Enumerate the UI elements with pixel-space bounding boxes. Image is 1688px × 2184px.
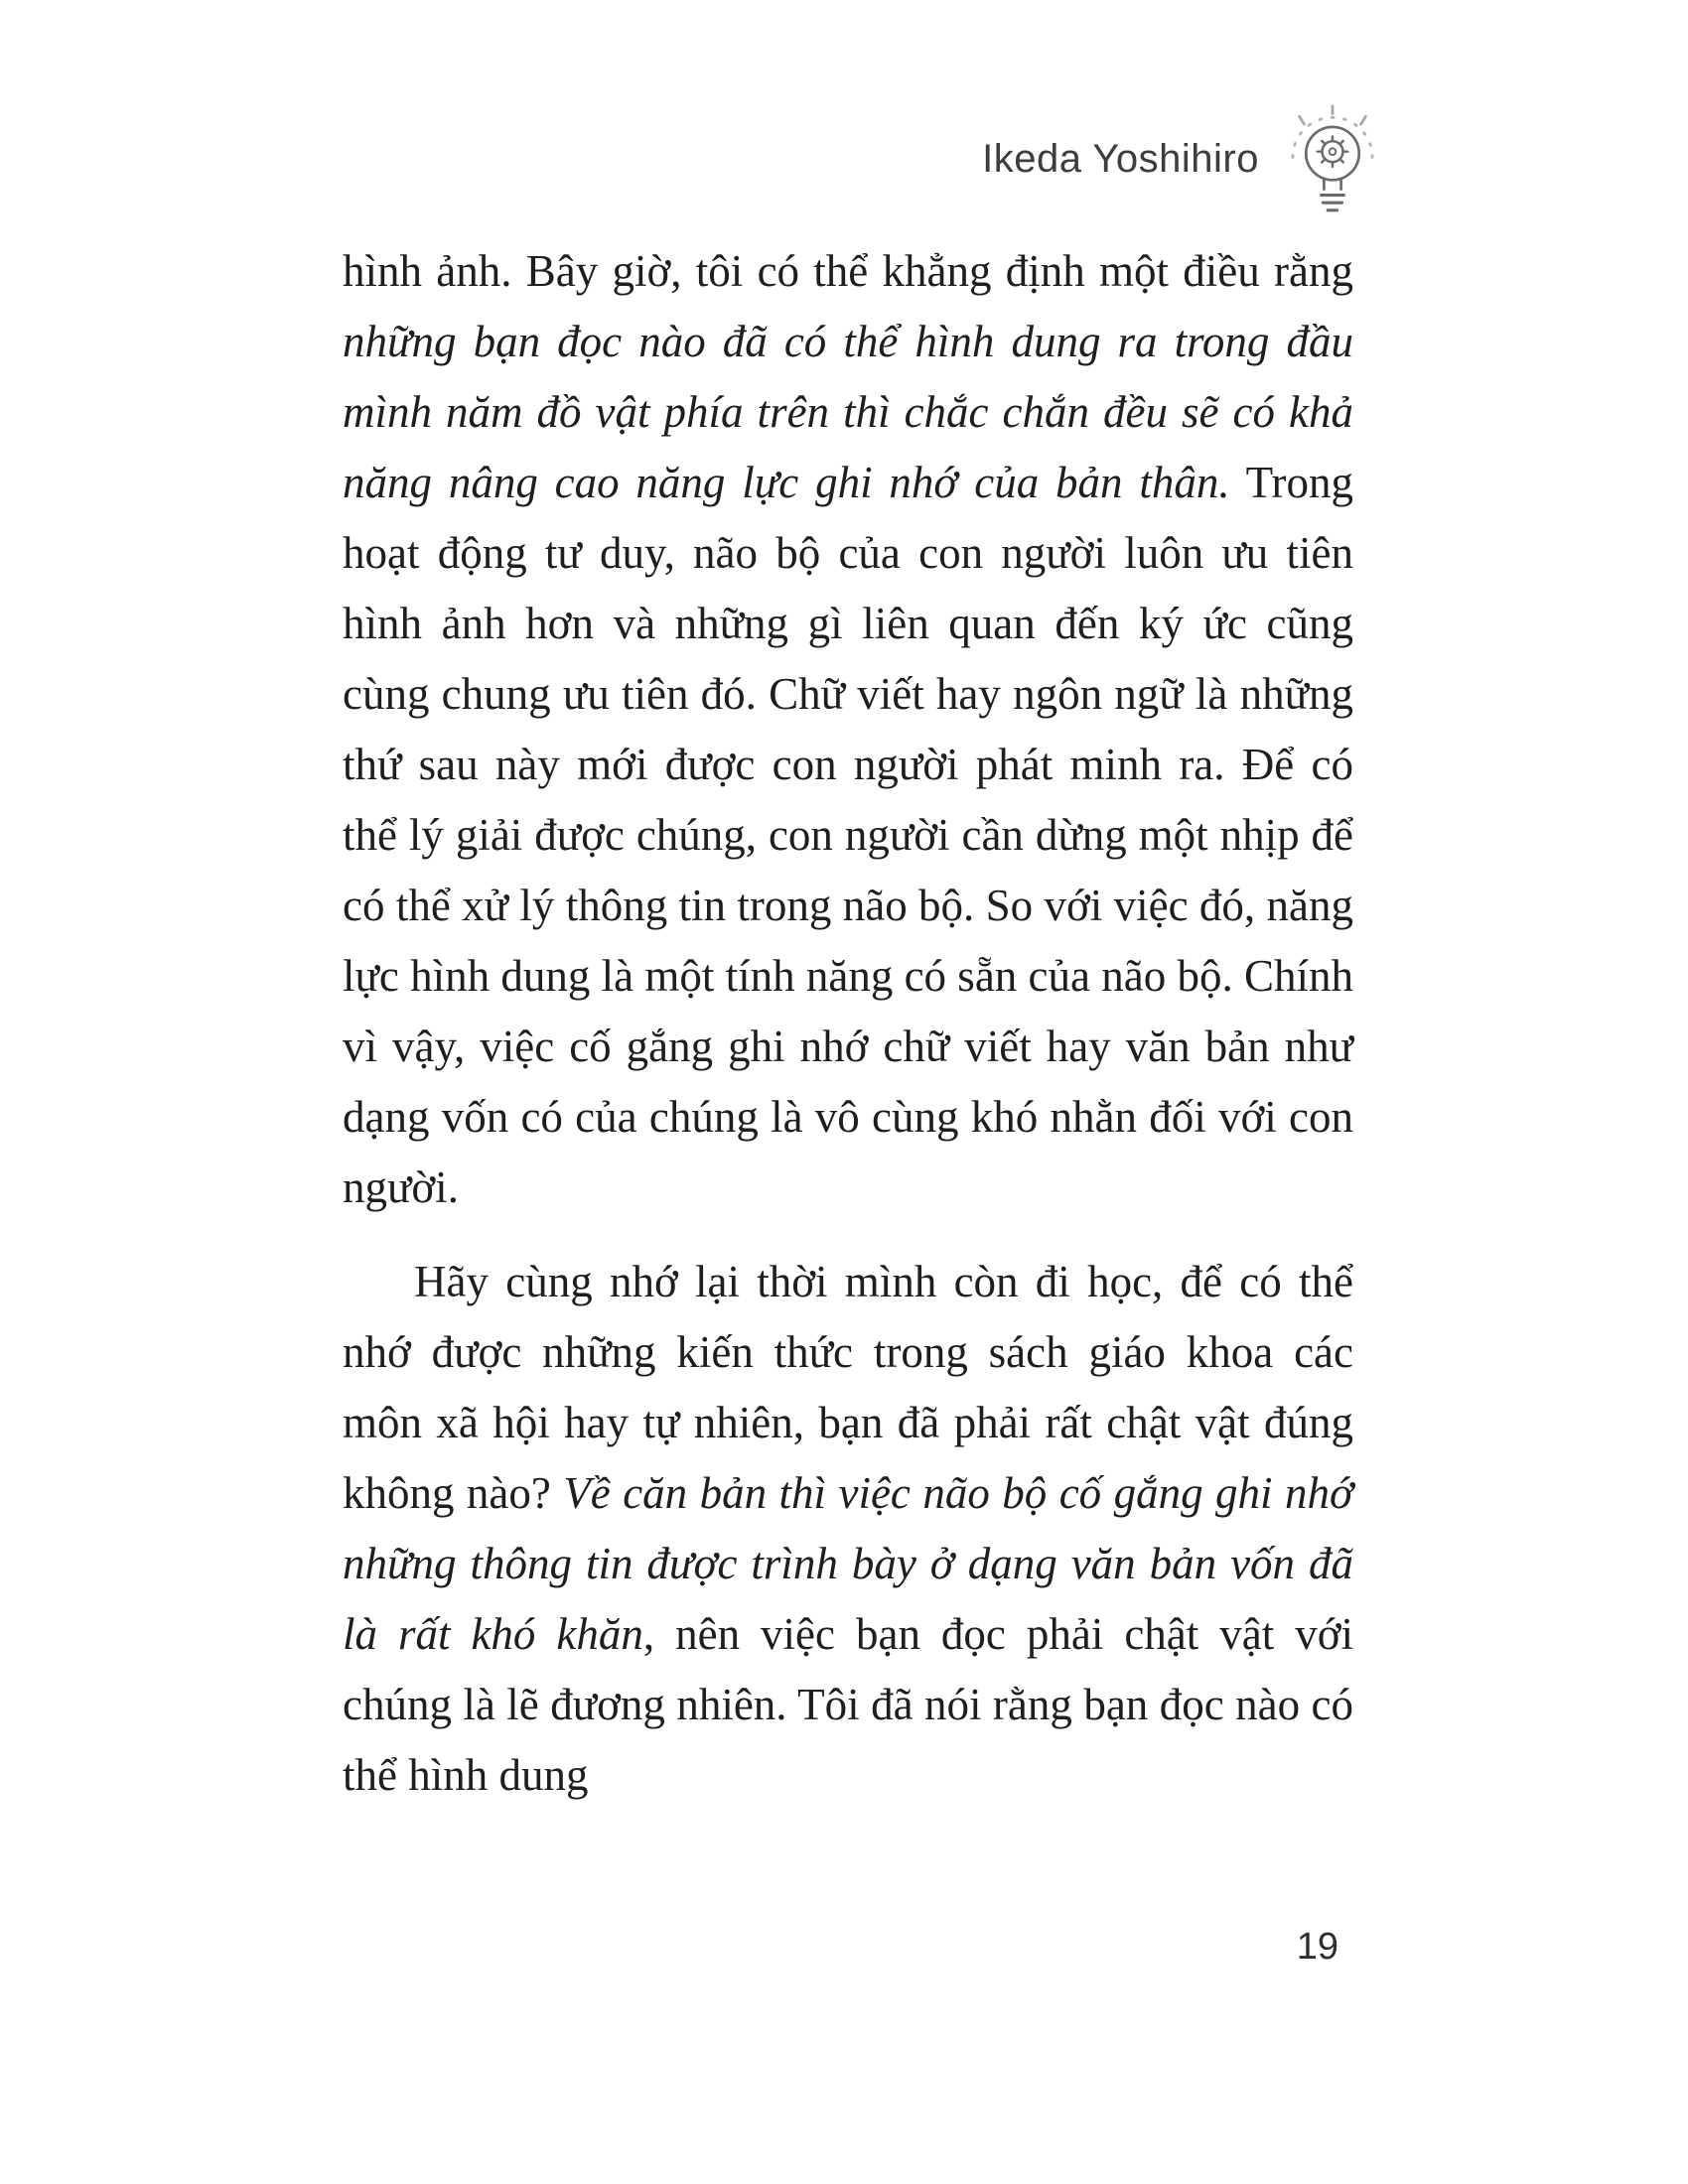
text-run: , nên việc bạn đọc phải chật vật với chúng là lẽ đương nhiên. Tôi đã nói rằng bạn đọc nào có thể hình dung — [343, 1609, 1353, 1800]
text-run: Hãy cùng nhớ lại thời mình còn đi học, để có thể nhớ được những kiến thức trong sách giáo khoa các môn xã hội hay tự nhiên, bạn đã phải rất chật vật đúng không nào? — [343, 1257, 1353, 1518]
page-number: 19 — [1296, 1926, 1338, 1968]
paragraph — [343, 1247, 1353, 1811]
lightbulb-gear-icon — [1275, 104, 1390, 227]
author-name: Ikeda Yoshihiro — [982, 137, 1259, 181]
body-text — [343, 236, 1353, 1811]
italic-text-run: những bạn đọc nào đã có thể hình dung ra trong đầu mình năm đồ vật phía trên thì chắc chắn đều sẽ có khả năng nâng cao năng lực ghi nhớ của bản thân. — [343, 317, 1353, 507]
page-header — [982, 104, 1390, 227]
text-run: Trong hoạt động tư duy, não bộ của con người luôn ưu tiên hình ảnh hơn và những gì liên quan đến ký ức cũng cùng chung ưu tiên đó. Chữ viết hay ngôn ngữ là những thứ sau này mới được con người phát minh ra. Để có thể lý giải được chúng, con người cần dừng một nhịp để có thể xử lý thông tin trong não bộ. So với việc đó, năng lực hình dung là một tính năng có sẵn của não bộ. Chính vì vậy, việc cố gắng ghi nhớ chữ viết hay văn bản như dạng vốn có của chúng là vô cùng khó nhằn đối với con người. — [343, 458, 1353, 1212]
italic-text-run: Về căn bản thì việc não bộ cố gắng ghi nhớ những thông tin được trình bày ở dạng văn bản vốn đã là rất khó khăn — [343, 1468, 1353, 1659]
paragraph — [343, 236, 1353, 1223]
text-run: hình ảnh. Bây giờ, tôi có thể khẳng định một điều rằng — [343, 246, 1353, 296]
